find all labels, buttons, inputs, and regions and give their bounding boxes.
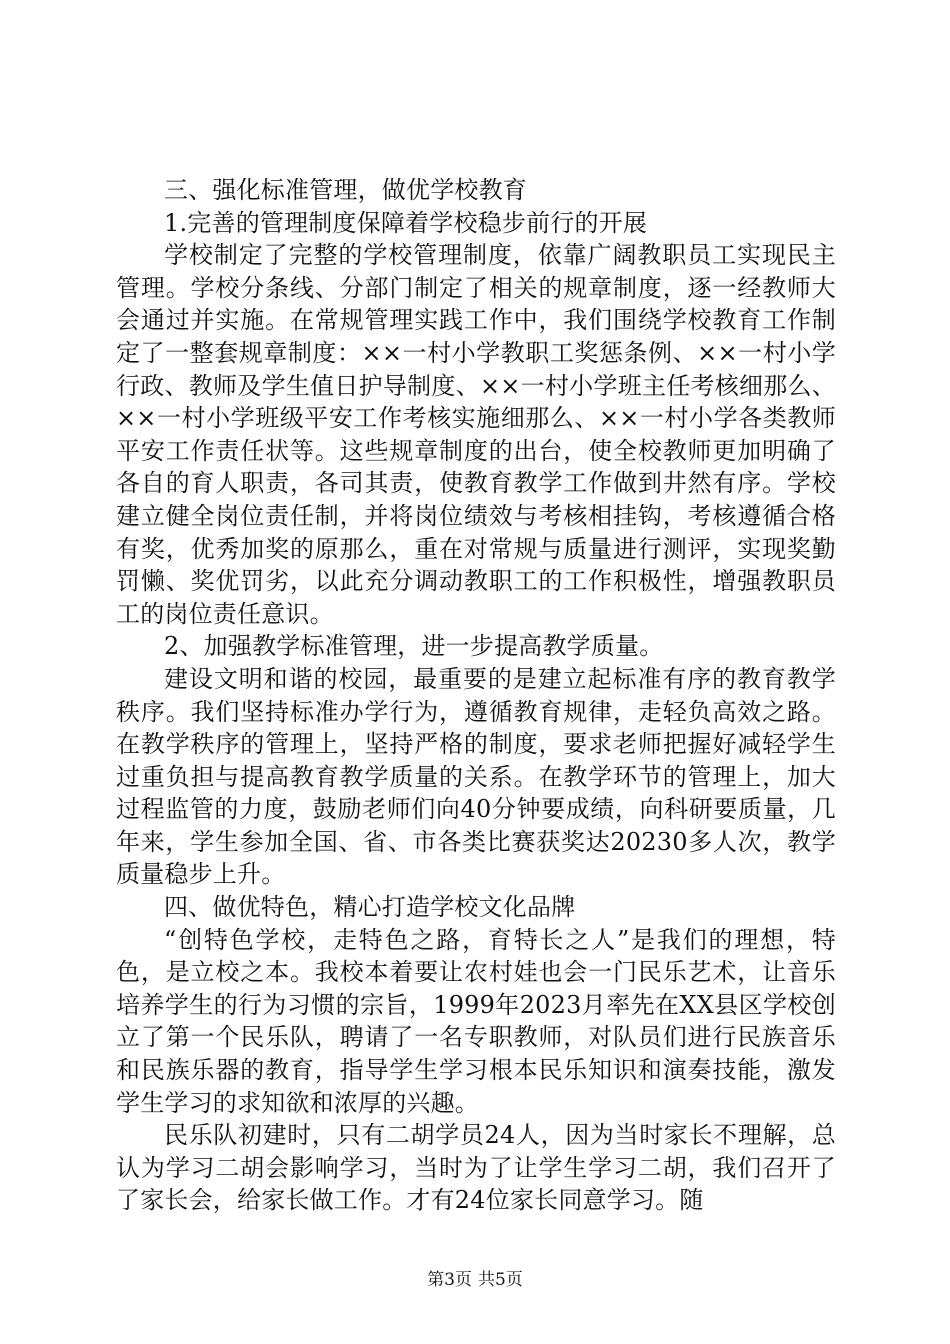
document-body xyxy=(116,174,836,1217)
subheading-1: 1.完善的管理制度保障着学校稳步前行的开展 xyxy=(164,208,648,237)
page-total: 共5页 xyxy=(478,1270,523,1290)
body-paragraph: 建设文明和谐的校园，最重要的是建立起标准有序的教育教学秩序。我们坚持标准办学行为，遵循教育规律，走轻负高效之路。在教学秩序的管理上，坚持严格的制度，要求老师把握好减轻学生过重负担与提高教育教学质量的关系。在教学环节的管理上，加大过程监管的力度，鼓励老师们向40分钟要成绩，向科研要质量，几年来，学生参加全国、省、市各类比赛获奖达20230多人次，教学质量稳步上升。 xyxy=(116,664,836,889)
body-paragraph: 学校制定了完整的学校管理制度，依靠广阔教职员工实现民主管理。学校分条线、分部门制定了相关的规章制度，逐一经教师大会通过并实施。在常规管理实践工作中，我们围绕学校教育工作制定了一整套规章制度：××一村小学教职工奖惩条例、××一村小学行政、教师及学生值日护导制度、××一村小学班主任考核细那么、××一村小学班级平安工作考核实施细那么、××一村小学各类教师平安工作责任状等。这些规章制度的出台，使全校教师更加明确了各自的育人职责，各司其责，使教育教学工作做到井然有序。学校建立健全岗位责任制，并将岗位绩效与考核相挂钩，考核遵循合格有奖，优秀加奖的原那么，重在对常规与质量进行测评，实现奖勤罚懒、奖优罚劣，以此充分调动教职工的工作积极性，增强教职员工的岗位责任意识。 xyxy=(116,241,836,628)
page-footer xyxy=(0,1269,950,1291)
subheading-2: 2、加强教学标准管理，进一步提高教学质量。 xyxy=(164,632,664,661)
section-heading-3: 三、强化标准管理，做优学校教育 xyxy=(164,176,527,204)
body-paragraph: 民乐队初建时，只有二胡学员24人，因为当时家长不理解，总认为学习二胡会影响学习，当时为了让学生学习二胡，我们召开了了家长会，给家长做工作。才有24位家长同意学习。随 xyxy=(116,1121,836,1215)
body-paragraph: “创特色学校，走特色之路，育特长之人”是我们的理想，特色，是立校之本。我校本着要让农村娃也会一门民乐艺术，让音乐培养学生的行为习惯的宗旨，1999年2023月率先在XX县区学校创立了第一个民乐队，聘请了一名专职教师，对队员们进行民族音乐和民族乐器的教育，指导学生学习根本民乐知识和演奏技能，激发学生学习的求知欲和浓厚的兴趣。 xyxy=(116,925,836,1117)
section-heading-4: 四、做优特色，精心打造学校文化品牌 xyxy=(164,893,576,922)
page-number: 第3页 xyxy=(427,1270,472,1290)
